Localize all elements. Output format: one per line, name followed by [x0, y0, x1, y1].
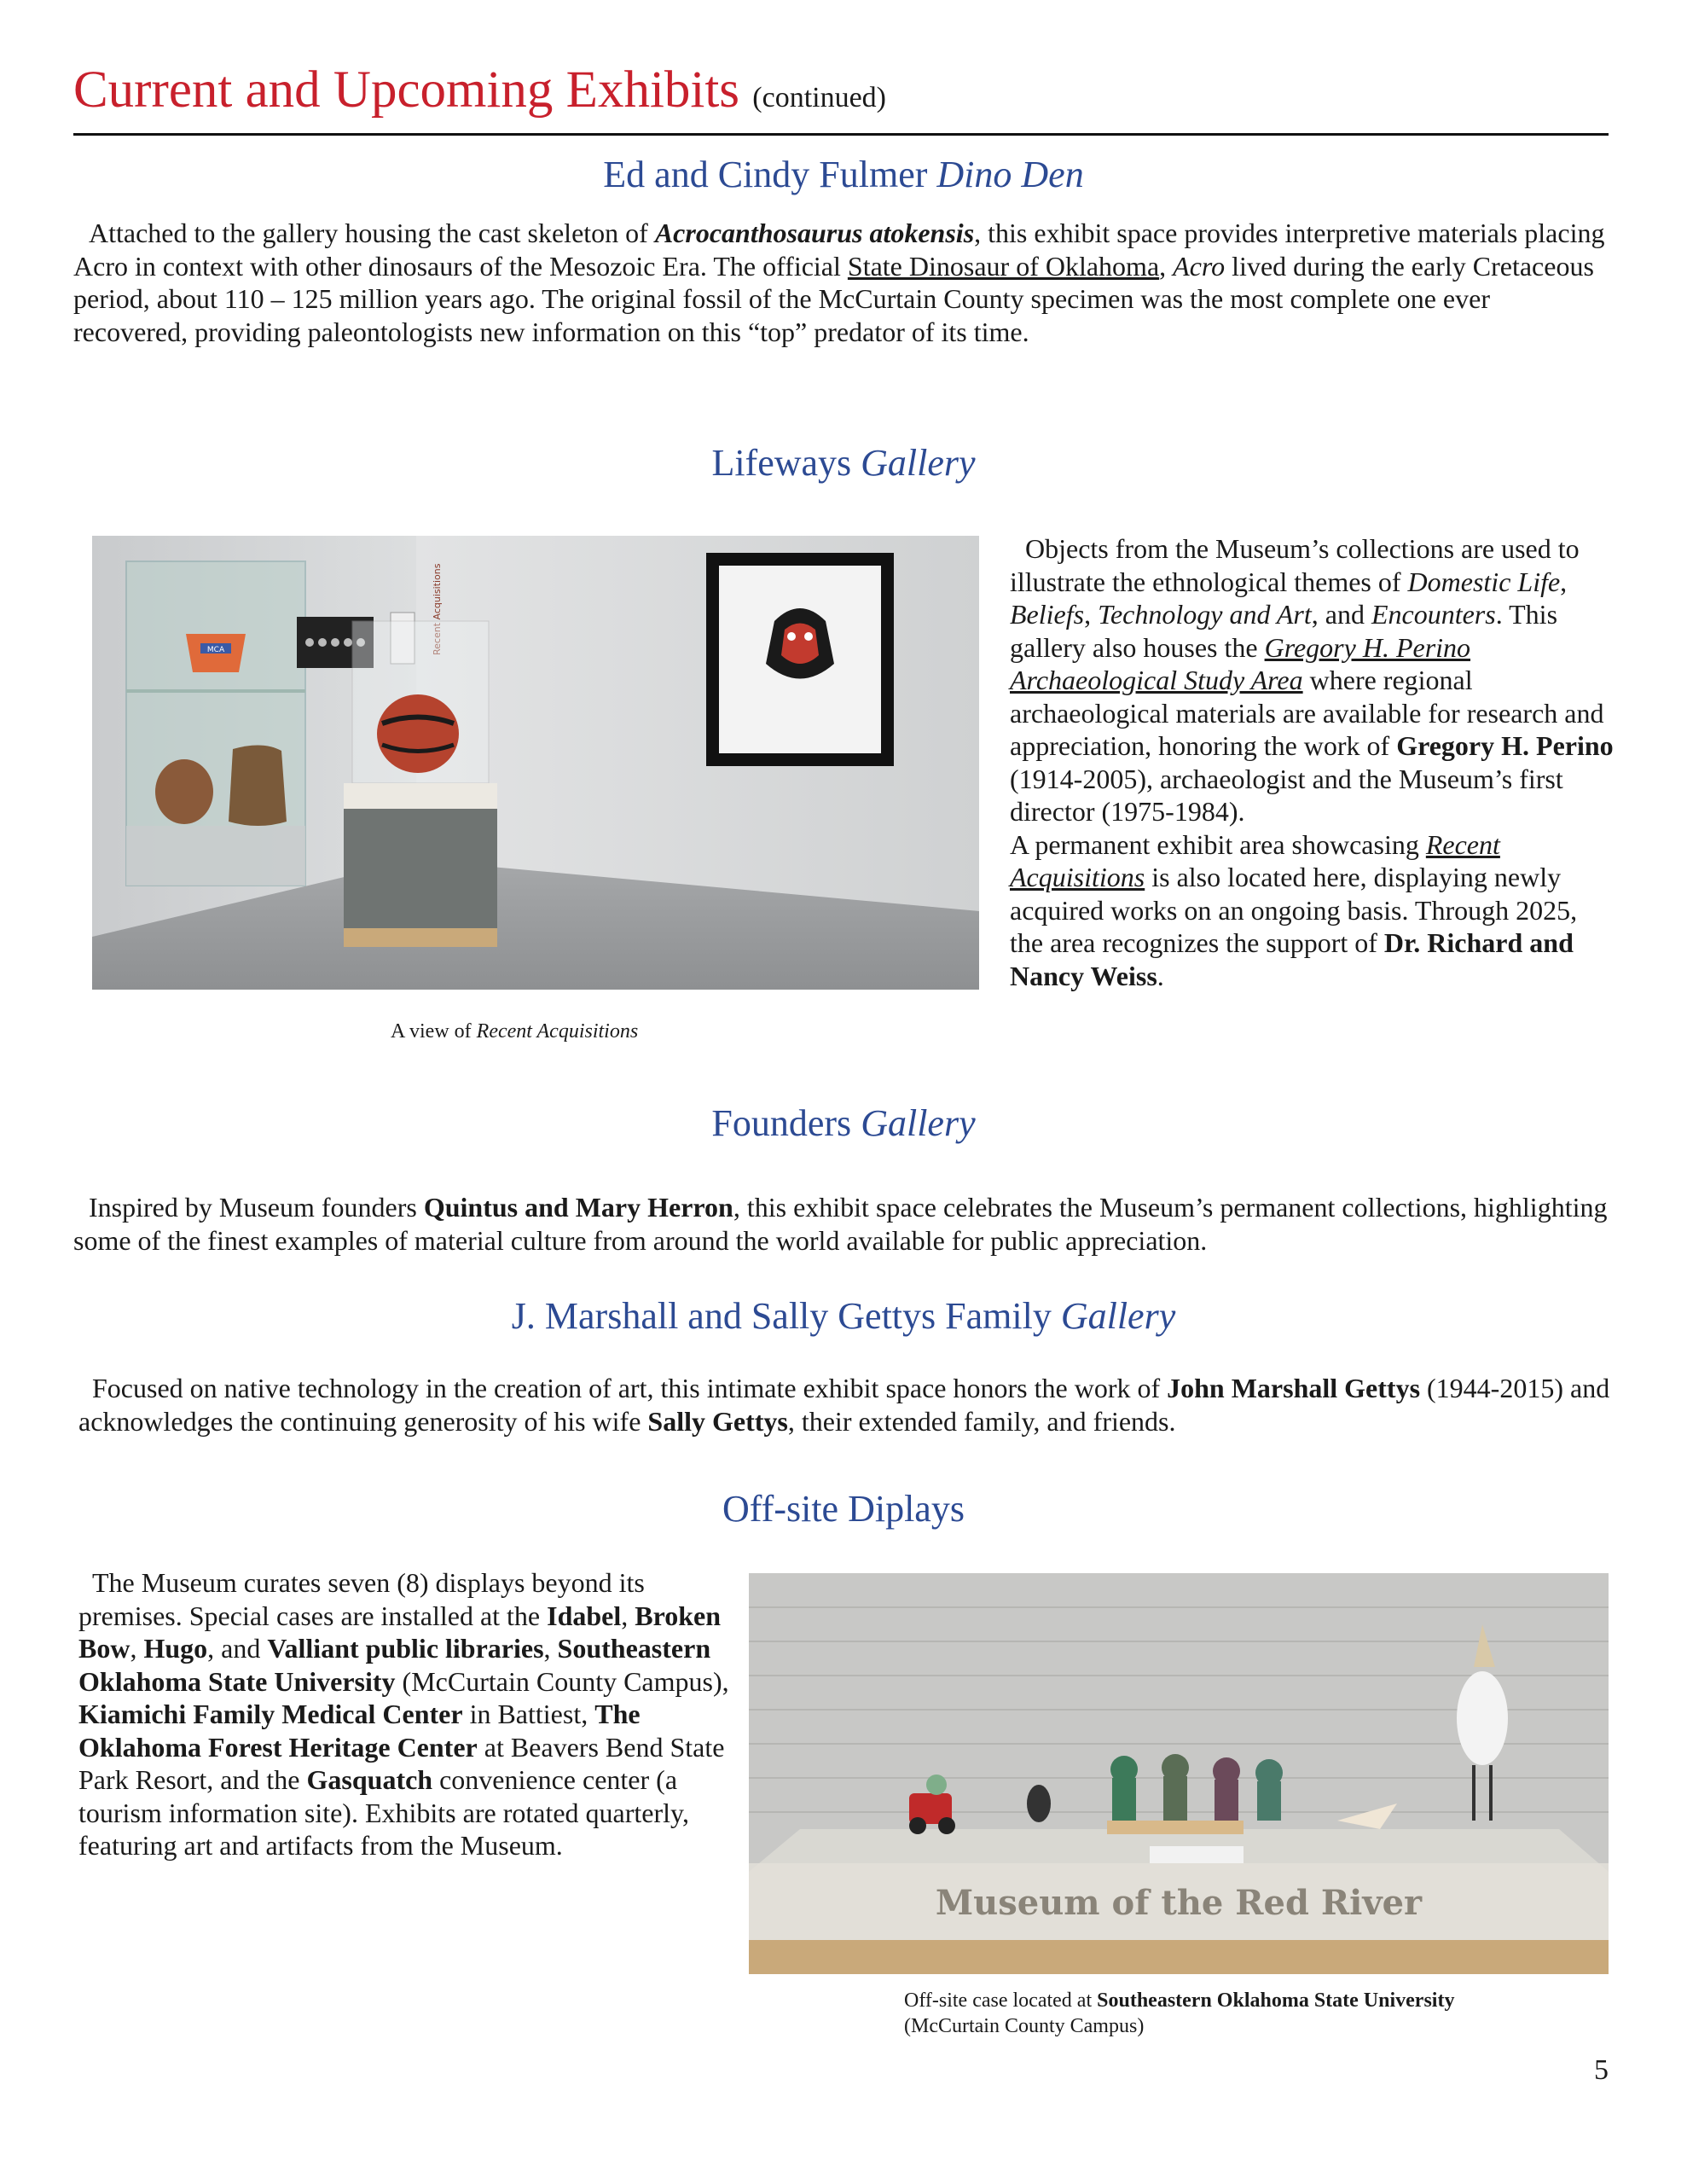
broken-bow-name: Broken Bow [78, 1600, 722, 1664]
gallery-photo-illustration [92, 536, 979, 990]
offsite-caption-plain-1: Off-site case located at [904, 1989, 1098, 2012]
offsite-text-9: convenience center (a tourism information site). Exhibits are rotated quarterly, featuring art and artifacts from the Museum. [78, 1764, 689, 1861]
lifeways-text-1: Objects from the Museum’s collections are used to illustrate the ethnological themes of [1010, 533, 1580, 597]
offsite-caption-bold: Southeastern Oklahoma State University [1097, 1989, 1455, 2012]
theme-encounters: Encounters [1371, 599, 1496, 630]
lifeways-title-italic: Gallery [861, 442, 976, 484]
recent-acquisitions-photo [92, 536, 979, 990]
offsite-photo-illustration [749, 1573, 1609, 1974]
offsite-text-3: , [130, 1633, 144, 1664]
gettys-text-2: (1944-2015) and acknowledges the continuing generosity of his wife [78, 1373, 1610, 1437]
lifeways-text-6: where regional archaeological materials are available for research and appreciation, honoring the work of [1010, 665, 1604, 761]
caption-plain: A view of [391, 1020, 477, 1043]
header-title-text: Current and Upcoming Exhibits [73, 61, 740, 119]
dino-text-4: lived during the early Cretaceous period, about 110 – 125 million years ago. The original fossil of the McCurtain County specimen was the most complete one ever recovered, providing paleontologists new information on this “top” predator of its time. [73, 250, 1594, 347]
sally-gettys-name: Sally Gettys [647, 1405, 788, 1437]
header-subtitle: (continued) [752, 82, 886, 113]
lifeways-text-8: A permanent exhibit area showcasing [1010, 828, 1426, 860]
recent-acquisitions-link[interactable]: Recent Acquisitions [1010, 828, 1500, 892]
dino-text-3: , [1159, 250, 1174, 282]
section-title-gettys [0, 1295, 1687, 1339]
caption-italic: Recent Acquisitions [476, 1020, 639, 1043]
lifeways-text-block-1 [1010, 532, 1615, 828]
founders-names: Quintus and Mary Herron [423, 1192, 733, 1223]
species-name: Acrocanthosaurus atokensis [654, 218, 975, 248]
dino-text-1: Attached to the gallery housing the cast skeleton of [89, 218, 655, 248]
dino-den-paragraph [73, 217, 1609, 348]
founders-title-italic: Gallery [861, 1102, 976, 1144]
offsite-text-7: in Battiest, [462, 1699, 595, 1729]
offsite-text-6: (McCurtain County Campus), [395, 1665, 729, 1697]
acro-italic: Acro [1173, 250, 1226, 282]
offsite-text-2: , [621, 1600, 635, 1631]
case-sign-museum-red-river: Museum of the Red River [935, 1883, 1423, 1923]
lifeways-text-10: . [1157, 960, 1164, 991]
founders-paragraph [73, 1191, 1609, 1257]
lifeways-text-block-2 [1010, 828, 1615, 993]
lifeways-text-3: , [1084, 599, 1099, 630]
wall-label-recent-acquisitions: Recent Acquisitions [432, 563, 443, 655]
offsite-caption-plain-2: (McCurtain County Campus) [904, 2015, 1145, 2037]
forest-heritage-name: The Oklahoma Forest Heritage Center [78, 1699, 641, 1763]
lifeways-text-9: is also located here, displaying newly acquired works on an ongoing basis. Through 2025, the area recognizes the support of [1010, 862, 1578, 958]
gettys-title-italic: Gallery [1060, 1295, 1176, 1337]
founders-text-1: Inspired by Museum founders [89, 1192, 424, 1223]
lifeways-paragraph [1010, 532, 1615, 992]
case-sign-text: MCA [206, 646, 225, 654]
hugo-name: Hugo [143, 1633, 208, 1664]
dino-den-title-plain: Ed and Cindy Fulmer [603, 154, 937, 195]
gettys-text-1: Focused on native technology in the creation of art, this intimate exhibit space honors the work of [92, 1373, 1168, 1403]
header-rule [73, 133, 1609, 136]
theme-beliefs: Beliefs [1010, 599, 1085, 630]
theme-domestic-life: Domestic Life [1407, 566, 1561, 597]
idabel-name: Idabel [547, 1600, 622, 1631]
perino-study-area-link[interactable]: Gregory H. Perino Archaeological Study Area [1010, 631, 1471, 695]
offsite-paragraph [78, 1566, 752, 1862]
lifeways-photo-caption [391, 1019, 638, 1044]
lifeways-text-4: , and [1311, 599, 1371, 630]
offsite-photo-caption [904, 1988, 1552, 2039]
offsite-text-8: at Beavers Bend State Park Resort, and the [78, 1731, 725, 1795]
lifeways-text-2: , [1560, 566, 1568, 597]
gettys-text-3: , their extended family, and friends. [787, 1405, 1176, 1437]
offsite-text-1: The Museum curates seven (8) displays beyond its premises. Special cases are installed at the [78, 1567, 645, 1631]
kiamichi-name: Kiamichi Family Medical Center [78, 1699, 463, 1729]
dino-text-2: , this exhibit space provides interpretive materials placing Acro in context with other dinosaurs of the Mesozoic Era. The official [73, 218, 1605, 282]
section-title-dino-den [0, 154, 1687, 197]
gettys-title-plain: J. Marshall and Sally Gettys Family [511, 1295, 1061, 1337]
seosu-name: Southeastern Oklahoma State University [78, 1633, 711, 1697]
theme-technology-art: Technology and Art [1098, 599, 1312, 630]
founders-text-2: , this exhibit space celebrates the Museum’s permanent collections, highlighting some of the finest examples of material culture from around the world available for public appreciation. [73, 1192, 1608, 1256]
offsite-case-photo [749, 1573, 1609, 1974]
page-number: 5 [1594, 2054, 1609, 2086]
dino-den-title-italic: Dino Den [936, 154, 1084, 195]
valliant-name: Valliant public libraries [267, 1633, 544, 1664]
gettys-paragraph [78, 1372, 1614, 1438]
lifeways-text-5: . This gallery also houses the [1010, 599, 1558, 663]
section-title-offsite: Off-site Diplays [722, 1488, 965, 1530]
section-title-lifeways [0, 442, 1687, 485]
lifeways-text-7: (1914-2005), archaeologist and the Museum’s first director (1975-1984). [1010, 763, 1563, 827]
john-gettys-name: John Marshall Gettys [1167, 1373, 1421, 1403]
section-title-founders [0, 1102, 1687, 1146]
state-dinosaur-link[interactable]: State Dinosaur of Oklahoma [847, 250, 1160, 282]
weiss-name: Dr. Richard and Nancy Weiss [1010, 927, 1574, 991]
gasquatch-name: Gasquatch [306, 1764, 433, 1795]
offsite-text-5: , [543, 1633, 558, 1664]
perino-name: Gregory H. Perino [1396, 730, 1614, 761]
founders-title-plain: Founders [711, 1102, 861, 1144]
lifeways-title-plain: Lifeways [711, 442, 861, 484]
offsite-text-4: , and [207, 1633, 268, 1664]
page-header-title [73, 61, 886, 119]
